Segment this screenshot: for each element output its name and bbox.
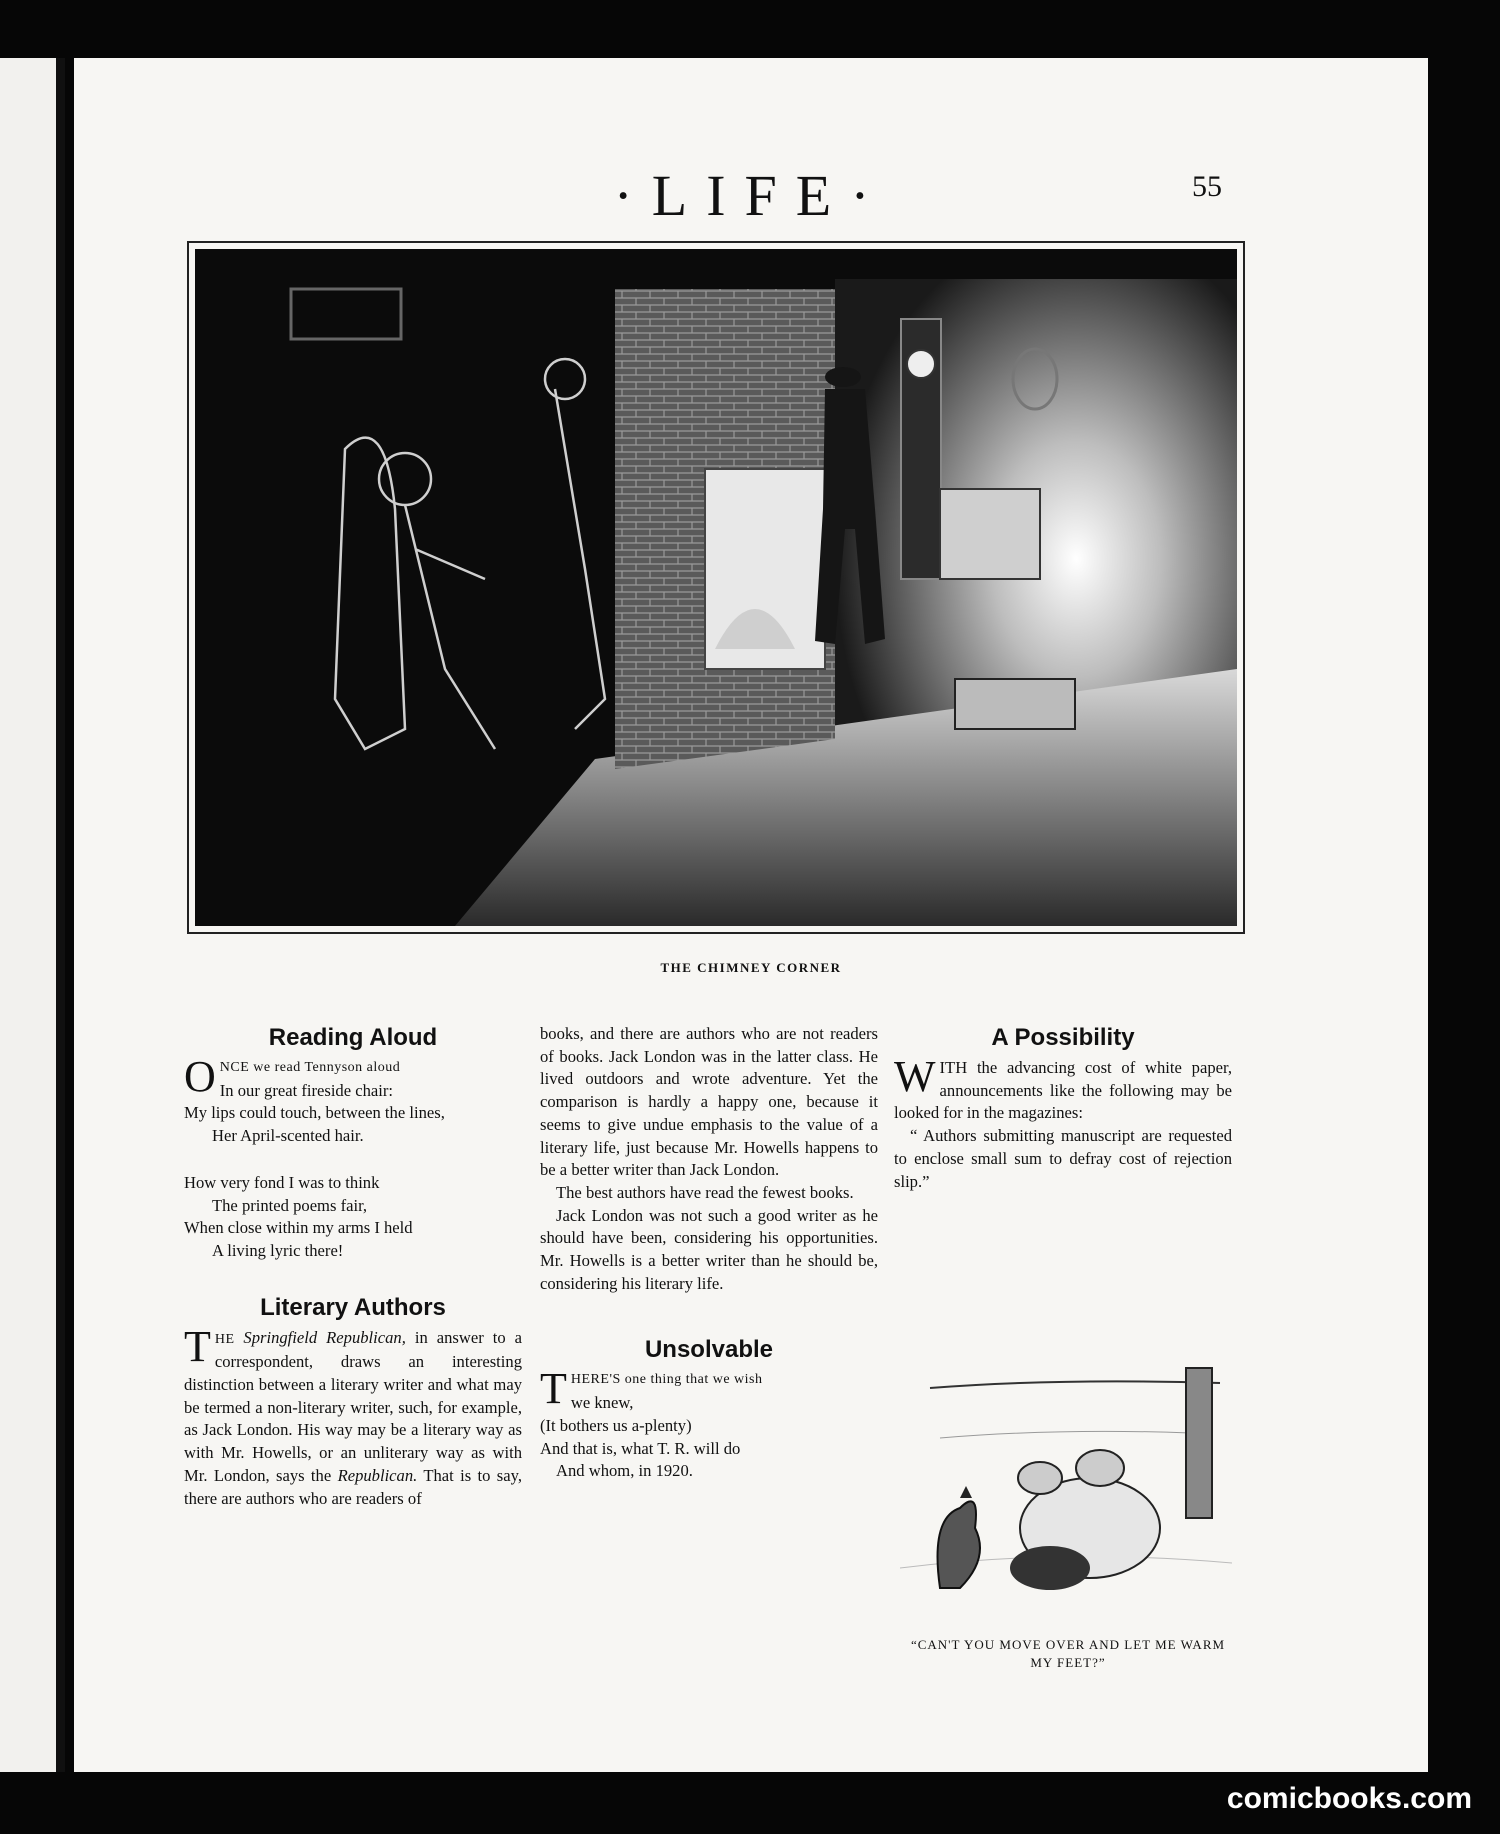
- fireside-scene-drawing: [195, 249, 1237, 926]
- literary-authors-paragraph-2: The best authors have read the fewest books.: [556, 1182, 854, 1202]
- poem-line: HERE'S one thing that we wish: [570, 1372, 763, 1388]
- watermark-text: comicbooks.com: [1226, 1782, 1472, 1815]
- facing-page-edge: [0, 58, 58, 1772]
- unsolvable-poem: [540, 1364, 878, 1483]
- page-gutter: [56, 58, 65, 1772]
- literary-authors-continued: books, and there are authors who are not readers of books. Jack London was in the latter class. He lived outdoors and wrote adventure. Yet the comparison is hardly a happy one, because it seems to give undue emphasis to the value of a literary life, just because Mr. Howells happens to be a better writer than Jack London.: [540, 1024, 878, 1180]
- literary-authors-dropcap: T: [184, 1321, 211, 1371]
- poem-line: we knew,: [570, 1393, 634, 1413]
- poem-line: Her April-scented hair.: [212, 1126, 364, 1146]
- cartoon-caption: “CAN'T YOU MOVE OVER AND LET ME WARM MY FEET?”: [910, 1637, 1226, 1670]
- poem-line: In our great fireside chair:: [219, 1080, 394, 1100]
- page-number: 55: [1192, 170, 1222, 203]
- column-left: [184, 1023, 522, 1510]
- a-possibility-quote: “ Authors submitting manuscript are requested to enclose small sum to defray cost of rejection slip.”: [894, 1126, 1232, 1191]
- poem-line: The printed poems fair,: [212, 1195, 368, 1215]
- poem-line: When close within my arms I held: [184, 1218, 413, 1238]
- illustration-caption: THE CHIMNEY CORNER: [660, 960, 842, 975]
- poem-line: A living lyric there!: [212, 1240, 344, 1260]
- reading-aloud-heading: Reading Aloud: [268, 1024, 438, 1051]
- column-middle: [540, 1023, 878, 1483]
- poem-line: (It bothers us a-plenty): [540, 1415, 692, 1435]
- chimney-corner-illustration: [187, 241, 1245, 934]
- cartoon-rooster-pig-drawing: [900, 1358, 1232, 1622]
- a-possibility-heading: A Possibility: [991, 1024, 1135, 1051]
- reading-aloud-dropcap: O: [184, 1052, 216, 1101]
- poem-line: My lips could touch, between the lines,: [184, 1103, 445, 1123]
- masthead-title: ·LIFE·: [613, 163, 889, 228]
- poem-line: And that is, what T. R. will do: [540, 1438, 741, 1458]
- literary-authors-paragraph: THE Springfield Republican, in answer to a correspondent, draws an interesting distinction between a literary writer and what may be termed a non-literary writer, such, for example, as Jack London. His way may be a literary way as with Mr. Howells, or an unliterary way as with Mr. London, says the Republican. That is to say, there are authors who are readers of: [184, 1321, 522, 1508]
- a-possibility-paragraph: WITH the advancing cost of white paper, announcements like the following may be looked for in the magazines:: [894, 1052, 1232, 1123]
- poem-line: NCE we read Tennyson aloud: [219, 1060, 401, 1075]
- magazine-page: [74, 58, 1428, 1772]
- poem-line: And whom, in 1920.: [556, 1461, 693, 1481]
- unsolvable-heading: Unsolvable: [644, 1336, 774, 1364]
- a-possibility-dropcap: W: [894, 1052, 936, 1101]
- reading-aloud-poem: [184, 1052, 522, 1263]
- literary-authors-paragraph-3: Jack London was not such a good writer as he should have been, considering his opportunities. Mr. Howells is a better writer than he should be, considering his literary life.: [540, 1205, 878, 1293]
- column-right: [894, 1023, 1232, 1193]
- poem-line: How very fond I was to think: [184, 1172, 380, 1192]
- unsolvable-dropcap: T: [540, 1364, 567, 1414]
- literary-authors-heading: Literary Authors: [260, 1293, 446, 1321]
